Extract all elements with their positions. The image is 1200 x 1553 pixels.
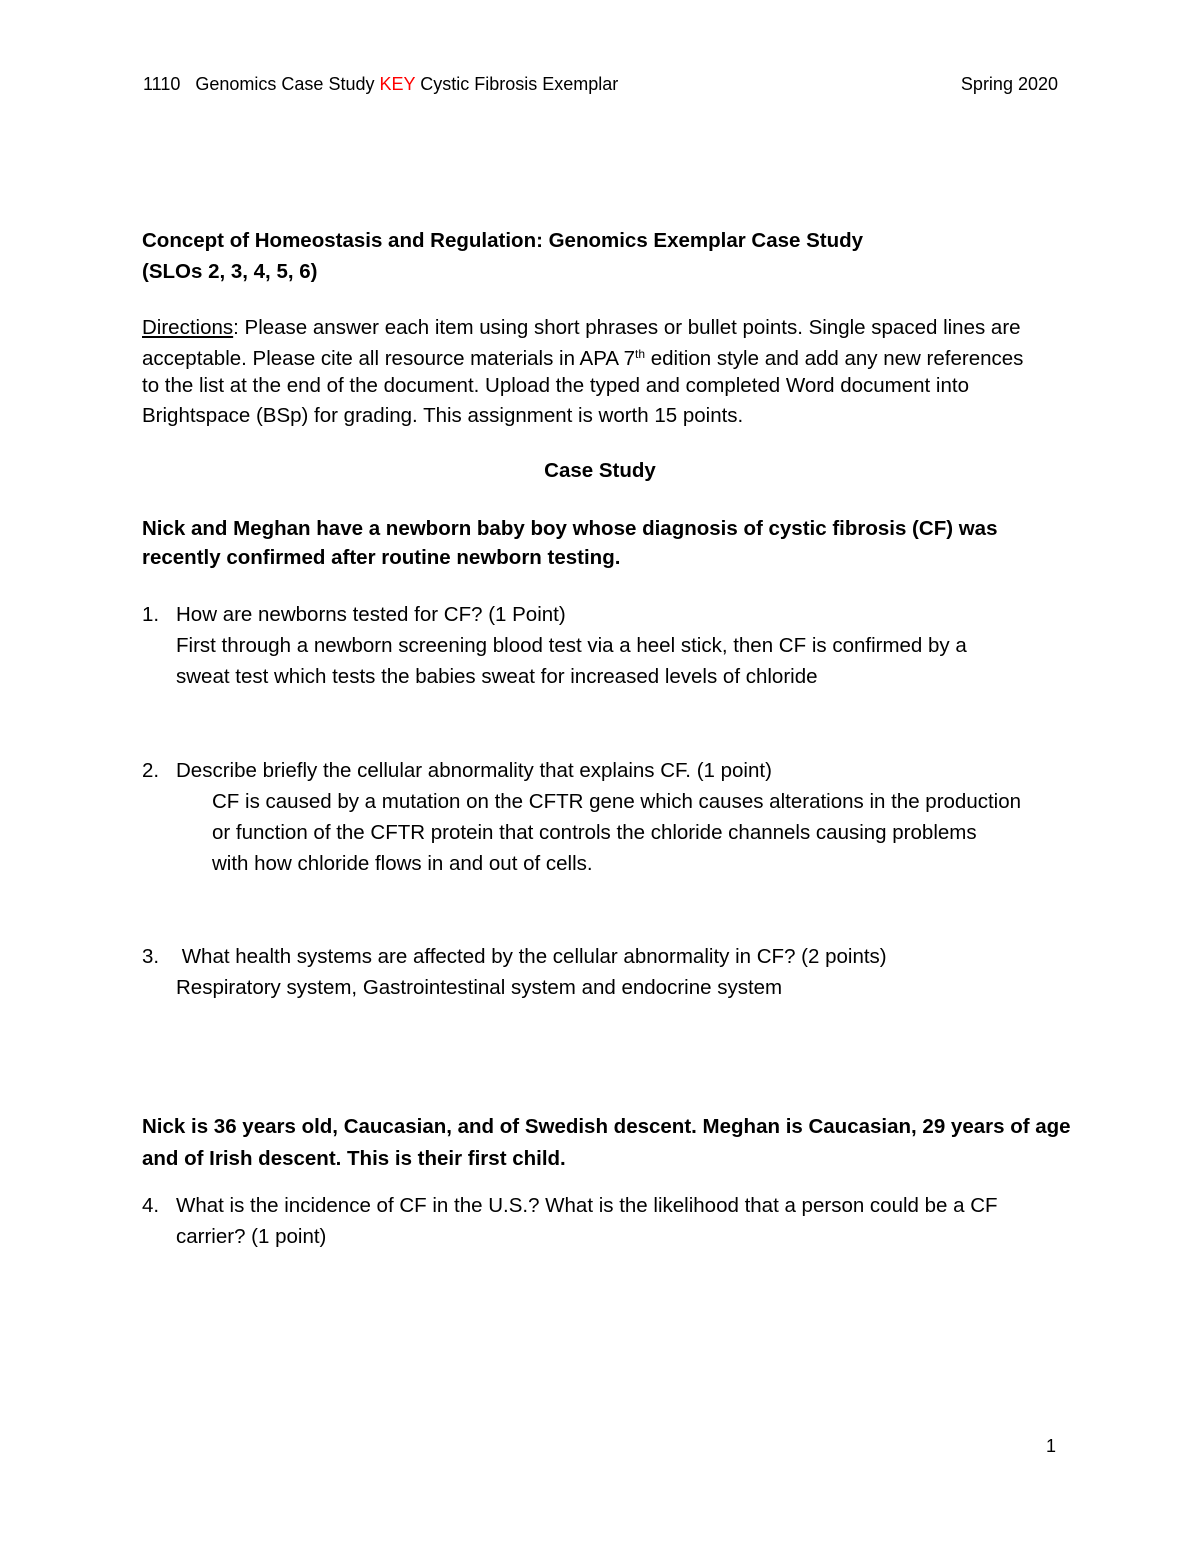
- scenario-1-line-1: Nick and Meghan have a newborn baby boy whose diagnosis of cystic fibrosis (CF) was: [142, 517, 998, 540]
- page-number: 1: [1045, 1436, 1056, 1456]
- superscript-th: th: [635, 347, 646, 361]
- scenario-1-line-2: recently confirmed after routine newborn testing.: [142, 546, 621, 569]
- directions-text-2b: edition style and add any new references: [645, 347, 1024, 370]
- directions-line-3: to the list at the end of the document. Upload the typed and completed Word document into: [142, 374, 969, 397]
- case-study-heading: Case Study: [544, 459, 656, 482]
- question-3: [142, 941, 887, 972]
- slos-line: (SLOs 2, 3, 4, 5, 6): [142, 260, 318, 283]
- header-title-post: Cystic Fibrosis Exemplar: [420, 74, 619, 94]
- directions-text-1: : Please answer each item using short phrases or bullet points. Single spaced lines are: [233, 316, 1021, 339]
- question-2-number: 2.: [142, 759, 160, 782]
- header-semester: Spring 2020: [960, 74, 1058, 94]
- scenario-2-line-1: Nick is 36 years old, Caucasian, and of Swedish descent. Meghan is Caucasian, 29 years of age: [142, 1115, 1071, 1138]
- answer-2-line-3: with how chloride flows in and out of cells.: [212, 852, 593, 875]
- directions-text-2a: acceptable. Please cite all resource materials in APA 7: [142, 347, 636, 370]
- answer-2-line-2: or function of the CFTR protein that controls the chloride channels causing problems: [212, 821, 977, 844]
- answer-3-line-1: Respiratory system, Gastrointestinal system and endocrine system: [176, 976, 783, 999]
- question-2: [142, 755, 772, 786]
- directions-line-4: Brightspace (BSp) for grading. This assignment is worth 15 points.: [142, 404, 744, 427]
- question-3-text: What health systems are affected by the cellular abnormality in CF? (2 points): [176, 945, 887, 968]
- question-4-line-2: carrier? (1 point): [176, 1225, 327, 1248]
- directions-line-1: [142, 312, 1021, 343]
- question-4-text: What is the incidence of CF in the U.S.? What is the likelihood that a person could be a CF: [176, 1194, 998, 1217]
- document-title: Concept of Homeostasis and Regulation: Genomics Exemplar Case Study: [142, 229, 864, 252]
- question-4: [142, 1190, 998, 1221]
- question-1: [142, 599, 566, 630]
- question-3-number: 3.: [142, 945, 160, 968]
- directions-label: Directions: [142, 316, 234, 339]
- header-title-pre: Genomics Case Study: [195, 74, 375, 94]
- page-header: [143, 74, 618, 95]
- header-course: 1110: [143, 74, 181, 94]
- header-key-label: KEY: [379, 74, 416, 94]
- answer-1-line-1: First through a newborn screening blood test via a heel stick, then CF is confirmed by a: [176, 634, 967, 657]
- question-1-text: How are newborns tested for CF? (1 Point): [176, 603, 566, 626]
- question-4-number: 4.: [142, 1194, 160, 1217]
- question-2-text: Describe briefly the cellular abnormality that explains CF. (1 point): [176, 759, 772, 782]
- answer-1-line-2: sweat test which tests the babies sweat for increased levels of chloride: [176, 665, 818, 688]
- answer-2-line-1: CF is caused by a mutation on the CFTR gene which causes alterations in the production: [212, 790, 1022, 813]
- scenario-2-line-2: and of Irish descent. This is their first child.: [142, 1147, 566, 1170]
- question-1-number: 1.: [142, 603, 160, 626]
